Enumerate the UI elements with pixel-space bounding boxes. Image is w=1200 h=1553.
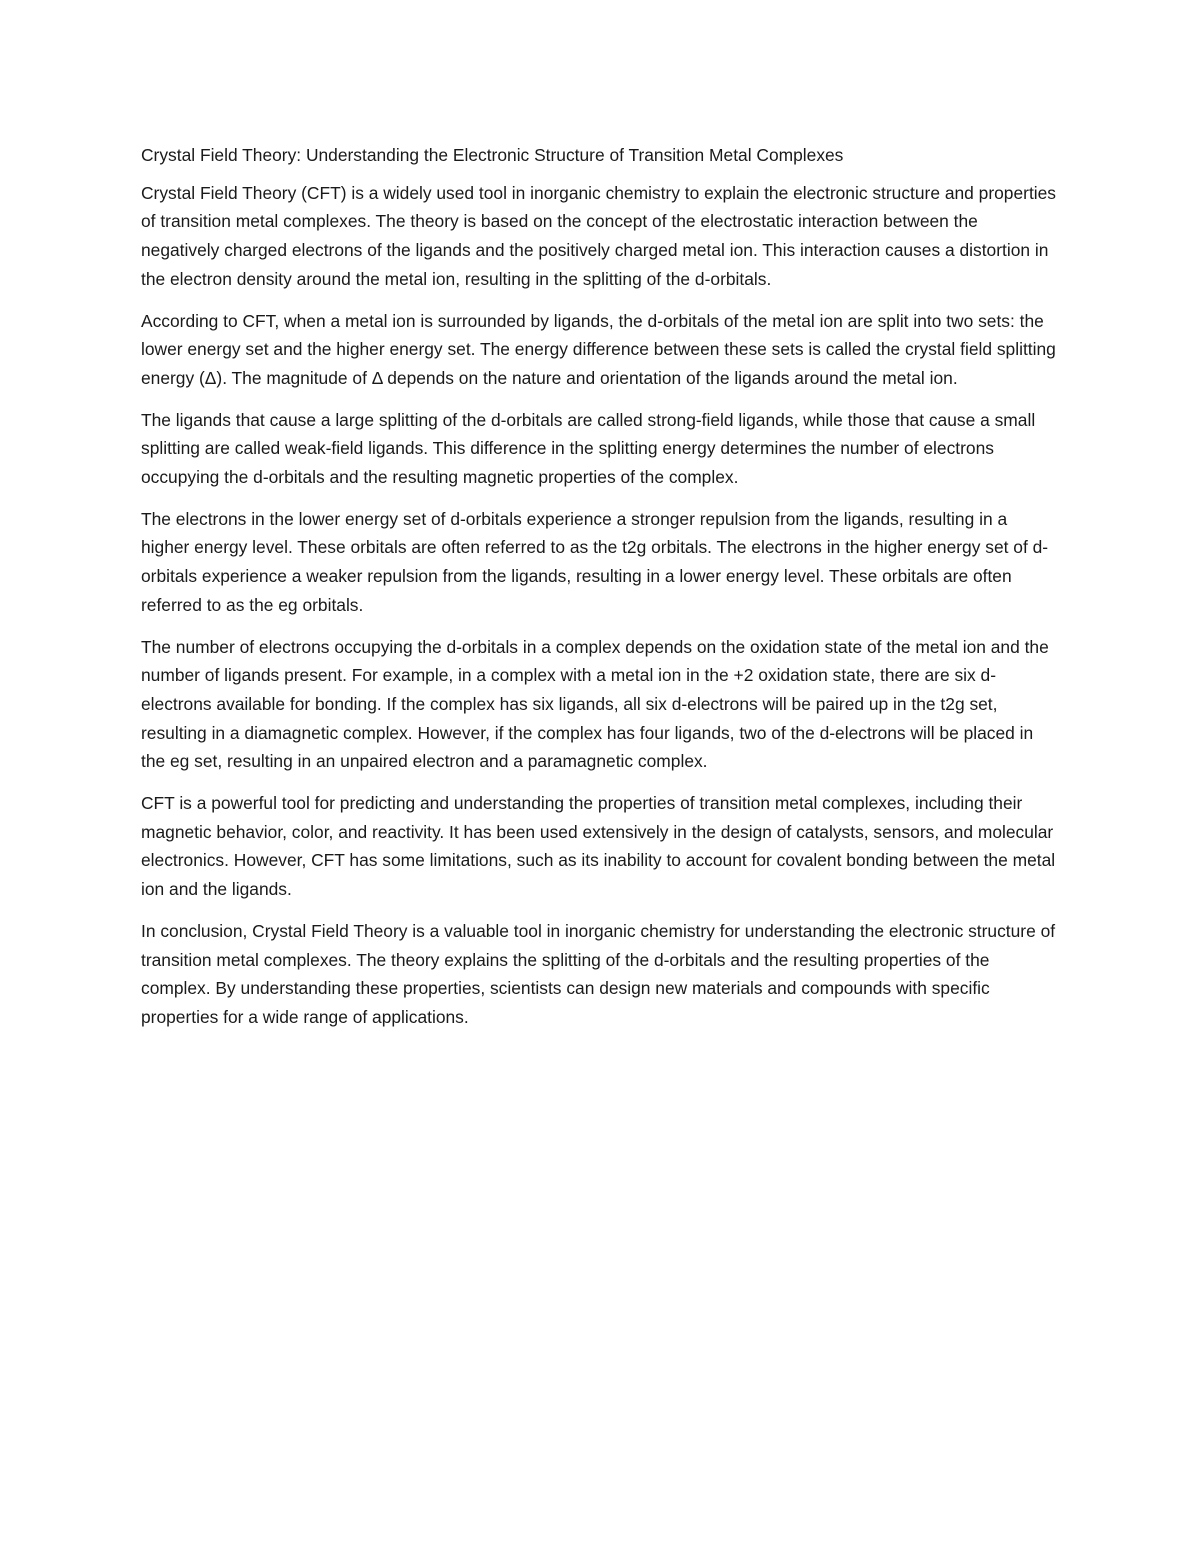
document-page — [141, 141, 1059, 1045]
paragraph-splitting-energy: According to CFT, when a metal ion is surrounded by ligands, the d-orbitals of the metal ion are split into two sets: the lower energy set and the higher energy set. The energy difference between these sets is called the crystal field splitting energy (Δ). The magnitude of Δ depends on the nature and orientation of the ligands around the metal ion. — [141, 310, 1056, 388]
paragraph-conclusion: In conclusion, Crystal Field Theory is a valuable tool in inorganic chemistry for understanding the electronic structure of transition metal complexes. The theory explains the splitting of the d-orbitals and the resulting properties of the complex. By understanding these properties, scientists can design new materials and compounds with specific properties for a wide range of applications. — [141, 920, 1056, 1027]
paragraph-intro: Crystal Field Theory (CFT) is a widely used tool in inorganic chemistry to explain the electronic structure and properties of transition metal complexes. The theory is based on the concept of the electrostatic interaction between the negatively charged electrons of the ligands and the positively charged metal ion. This interaction causes a distortion in the electron density around the metal ion, resulting in the splitting of the d-orbitals. — [141, 182, 1057, 289]
paragraph-electron-count: The number of electrons occupying the d-orbitals in a complex depends on the oxidation state of the metal ion and the number of ligands present. For example, in a complex with a metal ion in the +2 oxidation state, there are six d-electrons available for bonding. If the complex has six ligands, all six d-electrons will be paired up in the t2g set, resulting in a diamagnetic complex. However, if the complex has four ligands, two of the d-electrons will be placed in the eg set, resulting in an unpaired electron and a paramagnetic complex. — [141, 636, 1049, 772]
paragraph-orbital-sets: The electrons in the lower energy set of d-orbitals experience a stronger repulsion from the ligands, resulting in a higher energy level. These orbitals are often referred to as the t2g orbitals. The electrons in the higher energy set of d-orbitals experience a weaker repulsion from the ligands, resulting in a lower energy level. These orbitals are often referred to as the eg orbitals. — [141, 508, 1049, 615]
paragraph-field-ligands: The ligands that cause a large splitting of the d-orbitals are called strong-field ligands, while those that cause a small splitting are called weak-field ligands. This difference in the splitting energy determines the number of electrons occupying the d-orbitals and the resulting magnetic properties of the complex. — [141, 409, 1036, 488]
document-title: Crystal Field Theory: Understanding the Electronic Structure of Transition Metal Complexes — [141, 145, 844, 165]
paragraph-applications: CFT is a powerful tool for predicting and understanding the properties of transition metal complexes, including their magnetic behavior, color, and reactivity. It has been used extensively in the design of catalysts, sensors, and molecular electronics. However, CFT has some limitations, such as its inability to account for covalent bonding between the metal ion and the ligands. — [141, 793, 1056, 900]
